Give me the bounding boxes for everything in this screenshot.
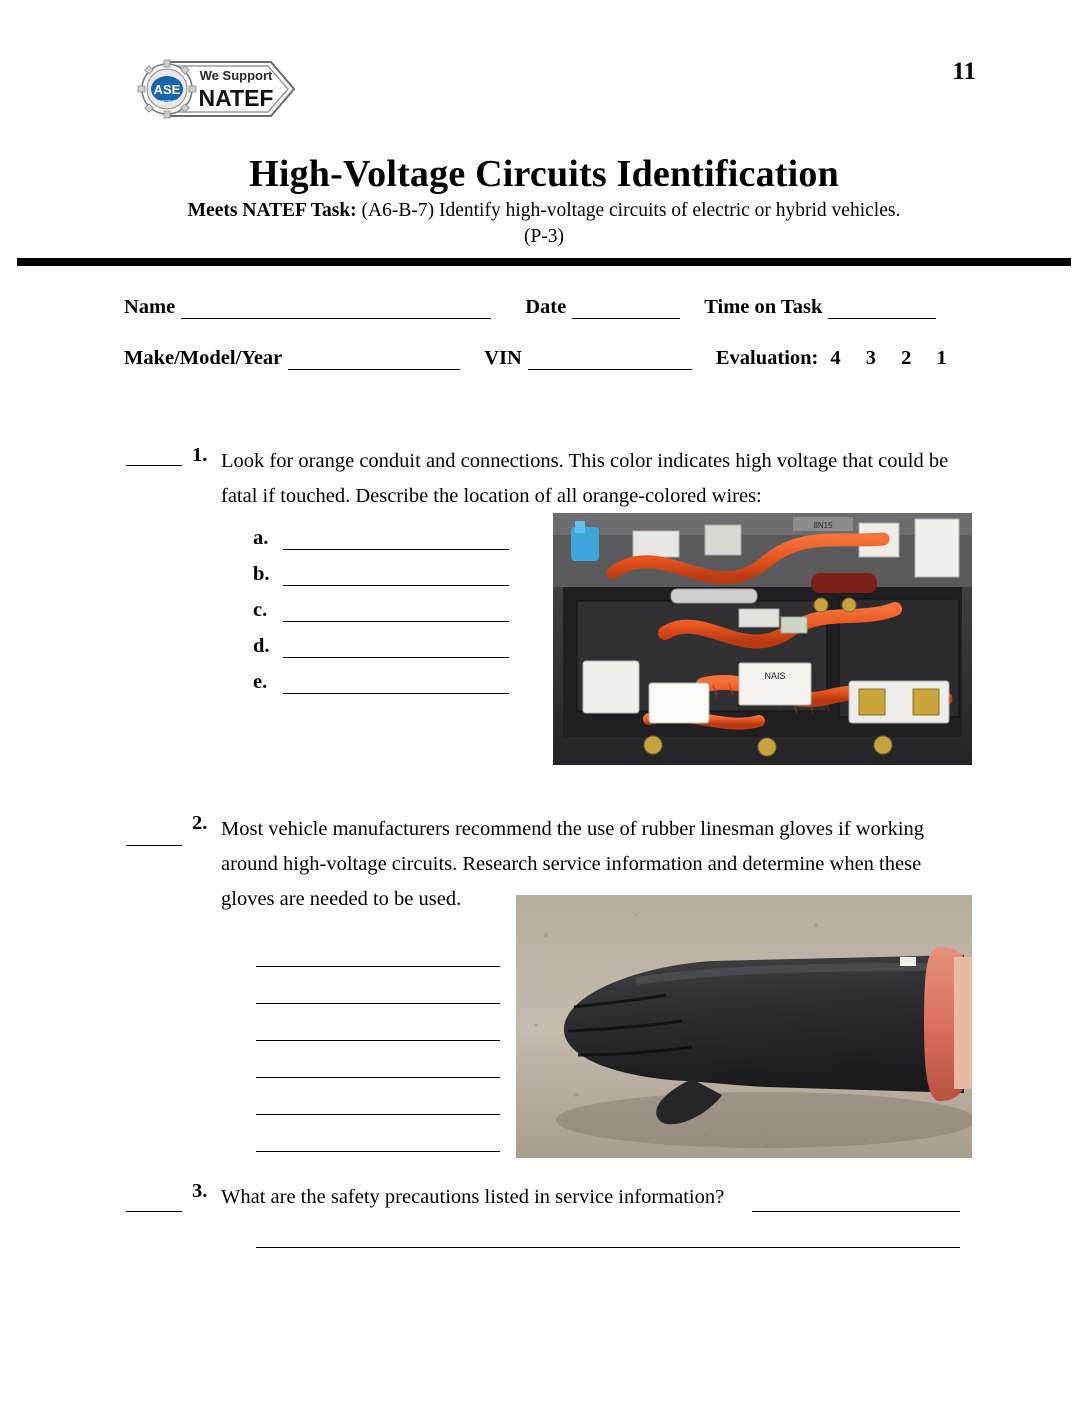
q3-text: What are the safety precautions listed in service information? [221, 1186, 725, 1208]
form-row-identity [124, 296, 984, 319]
vin-input[interactable] [528, 350, 692, 370]
natef-ase-logo [136, 56, 298, 122]
page-title: High-Voltage Circuits Identification [249, 153, 839, 195]
q1-text: Look for orange conduit and connections. This color indicates high voltage that could be fatal if touched. Describe the location of all orange-colored wires: [221, 450, 949, 507]
q2-checkoff-blank[interactable] [126, 845, 182, 846]
q1-sub-letter-d: d. [253, 635, 270, 657]
q1-number: 1. [192, 444, 208, 466]
vin-label: VIN [484, 347, 522, 369]
evaluation-scale[interactable]: 4 3 2 1 [830, 347, 957, 369]
natef-task-text: (A6-B-7) Identify high-voltage circuits of electric or hybrid vehicles. [361, 200, 901, 221]
q2-answer-line-3[interactable] [256, 1004, 500, 1041]
time-on-task-input[interactable] [828, 299, 936, 319]
make-model-year-label: Make/Model/Year [124, 347, 283, 369]
svg-text:CERTIFIED: CERTIFIED [155, 99, 179, 104]
q1-sub-letter-a: a. [253, 527, 269, 549]
q1-answer-a[interactable] [283, 527, 509, 550]
name-input[interactable] [181, 299, 491, 319]
svg-text:ASE: ASE [153, 82, 181, 97]
q3-number: 3. [192, 1180, 208, 1202]
q1-checkoff-blank[interactable] [126, 465, 182, 466]
list-item [253, 514, 509, 550]
linesman-glove-photo [516, 895, 972, 1158]
page-number: 11 [952, 58, 976, 85]
q2-number: 2. [192, 812, 208, 834]
q1-answer-c[interactable] [283, 599, 509, 622]
q1-answer-d[interactable] [283, 635, 509, 658]
svg-text:NATEF: NATEF [198, 85, 274, 111]
q2-answer-line-2[interactable] [256, 967, 500, 1004]
q2-answer-line-6[interactable] [256, 1115, 500, 1152]
date-label: Date [525, 296, 567, 318]
time-on-task-label: Time on Task [704, 296, 823, 318]
q1-answer-sublist [253, 514, 509, 694]
date-input[interactable] [572, 299, 680, 319]
form-row-vehicle [124, 347, 984, 370]
q2-answer-line-4[interactable] [256, 1041, 500, 1078]
q2-text: Most vehicle manufacturers recommend the use of rubber linesman gloves if working around high-voltage circuits. Research service information and determine when these gloves are needed to be used. [221, 818, 925, 910]
hv-wiring-photo [553, 513, 972, 765]
svg-text:NAIS: NAIS [764, 671, 786, 681]
list-item [253, 622, 509, 658]
name-label: Name [124, 296, 176, 318]
header-divider [17, 258, 1071, 266]
q2-answer-lines [256, 930, 500, 1152]
natef-task-line [0, 200, 1088, 222]
evaluation-label: Evaluation: [715, 347, 819, 369]
natef-task-sub: (P-3) [523, 226, 565, 247]
q2-answer-line-1[interactable] [256, 930, 500, 967]
svg-text:8N15: 8N15 [813, 521, 833, 530]
q1-sub-letter-c: c. [253, 599, 268, 621]
q1-sub-letter-b: b. [253, 563, 270, 585]
list-item [253, 586, 509, 622]
svg-text:We Support: We Support [199, 68, 273, 83]
q3-checkoff-blank[interactable] [126, 1211, 182, 1212]
q1-answer-b[interactable] [283, 563, 509, 586]
q3-answer-line-2[interactable] [256, 1247, 960, 1248]
make-model-year-input[interactable] [288, 350, 460, 370]
q1-sub-letter-e: e. [253, 671, 268, 693]
list-item [253, 550, 509, 586]
list-item [253, 658, 509, 694]
q3-answer-line-1[interactable] [752, 1211, 960, 1212]
natef-task-label: Meets NATEF Task: [187, 200, 357, 221]
q1-answer-e[interactable] [283, 671, 509, 694]
q2-answer-line-5[interactable] [256, 1078, 500, 1115]
